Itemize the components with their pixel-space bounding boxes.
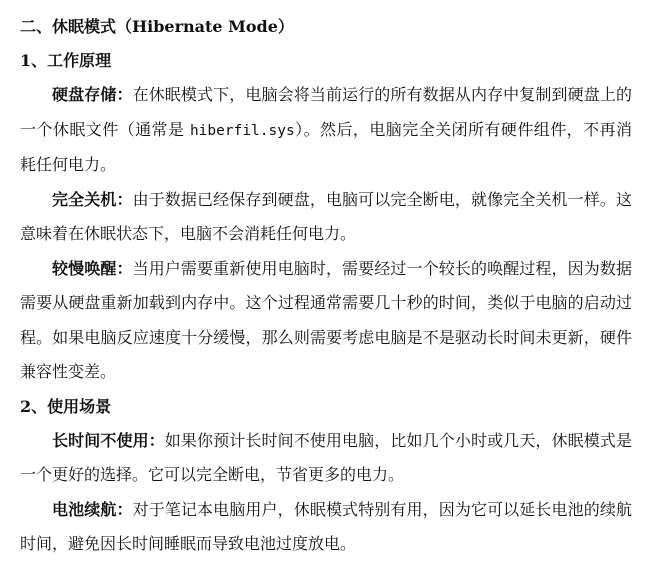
text-battery-life: 对于笔记本电脑用户，休眠模式特别有用，因为它可以延长电池的续航时间，避免因长时间睡眠而导致电池过度放电。 (20, 499, 632, 553)
text-disk-storage-after: ）。然后，电脑完全关闭所有硬件组件，不再消耗任何电力。 (20, 119, 632, 174)
paragraph-slow-wake (20, 252, 632, 390)
paragraph-battery-life (20, 493, 632, 562)
text-disk-storage-before: 在休眠模式下，电脑会将当前运行的所有数据从内存中复制到硬盘上的一个休眠文件（通常是 (20, 85, 632, 139)
filename-hiberfil: hiberfil.sys (189, 122, 295, 139)
paragraph-long-idle (20, 424, 632, 493)
text-full-shutdown: 由于数据已经保存到硬盘，电脑可以完全断电，就像完全关机一样。这意味着在休眠状态下，电脑不会消耗任何电力。 (20, 189, 632, 243)
subsection-title-use-cases: 2、使用场景 (20, 396, 112, 416)
term-battery-life: 电池续航： (52, 499, 133, 519)
term-disk-storage: 硬盘存储： (52, 85, 133, 104)
document-page (20, 10, 632, 562)
paragraph-disk-storage (20, 78, 632, 183)
text-long-idle: 如果你预计长时间不使用电脑，比如几个小时或几天，休眠模式是一个更好的选择。它可以完全断电，节省更多的电力。 (20, 430, 632, 484)
section-title: 二、休眠模式（Hibernate Mode） (20, 17, 294, 36)
term-full-shutdown: 完全关机： (52, 189, 133, 209)
text-slow-wake: 当用户需要重新使用电脑时，需要经过一个较长的唤醒过程，因为数据需要从硬盘重新加载到内存中。这个过程通常需要几十秒的时间，类似于电脑的启动过程。如果电脑反应速度十分缓慢，那么则需要考虑电脑是不是驱动长时间未更新，硬件兼容性变差。 (20, 258, 632, 381)
paragraph-full-shutdown (20, 183, 632, 252)
subsection-title-working-principle: 1、工作原理 (20, 51, 112, 70)
term-slow-wake: 较慢唤醒： (52, 258, 133, 278)
term-long-idle: 长时间不使用： (52, 430, 165, 450)
